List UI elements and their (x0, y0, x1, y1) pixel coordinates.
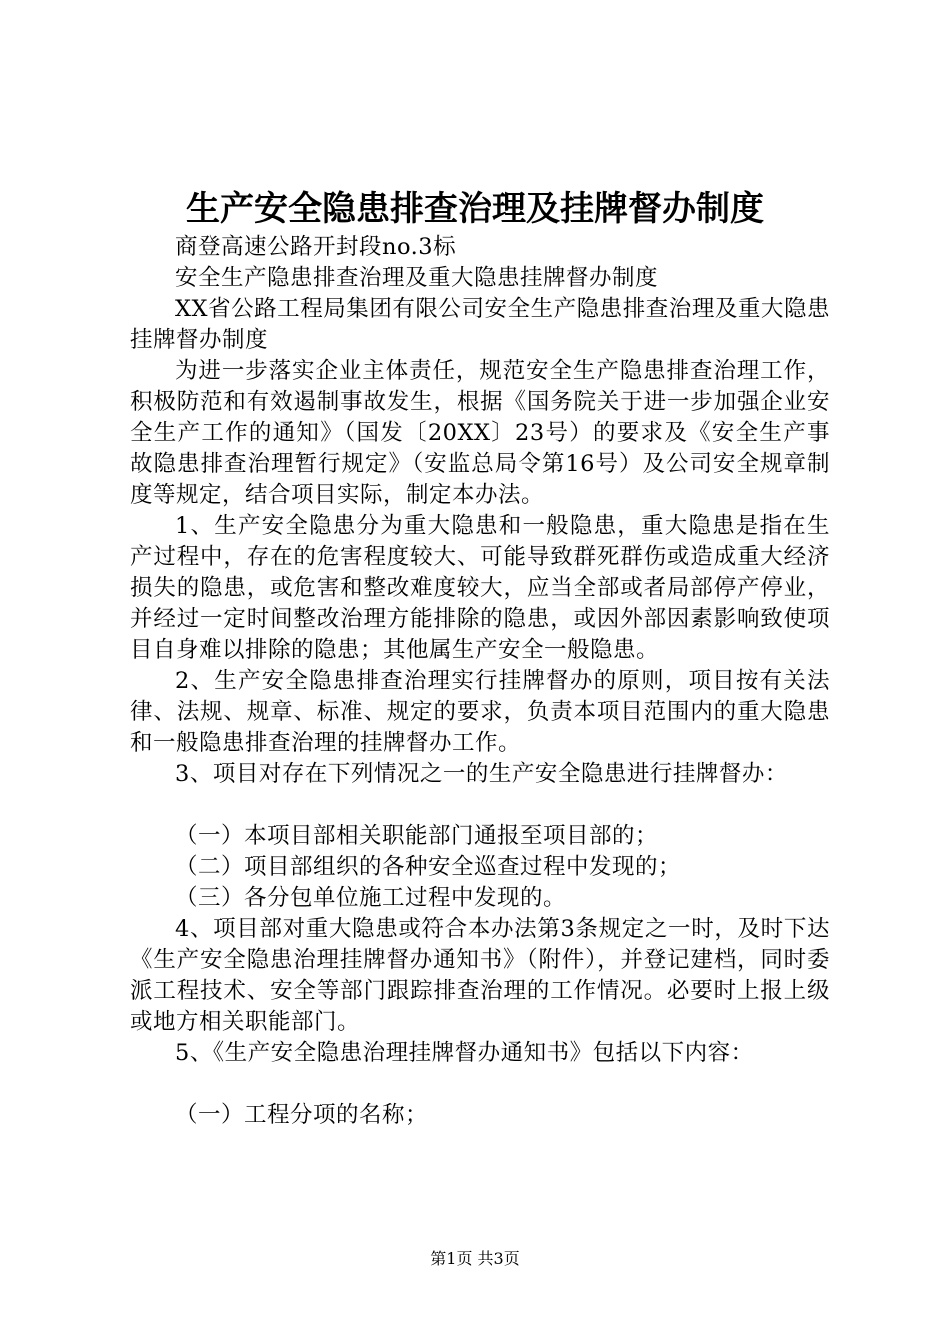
paragraph-item-2: 2、生产安全隐患排查治理实行挂牌督办的原则，项目按有关法律、法规、规章、标准、规定的要求，负责本项目范围内的重大隐患和一般隐患排查治理的挂牌督办工作。 (130, 668, 830, 756)
document-body (130, 232, 830, 1131)
document-title: 生产安全隐患排查治理及挂牌督办制度 (186, 189, 764, 229)
paragraph-intro: 为进一步落实企业主体责任，规范安全生产隐患排查治理工作，积极防范和有效遏制事故发生，根据《国务院关于进一步加强企业安全生产工作的通知》（国发〔20XX〕23号）的要求及《安全生产事故隐患排查治理暂行规定》（安监总局令第16号）及公司安全规章制度等规定，结合项目实际，制定本办法。 (130, 358, 830, 508)
paragraph-item-3: 3、项目对存在下列情况之一的生产安全隐患进行挂牌督办： (175, 761, 788, 787)
paragraph-subtitle: 安全生产隐患排查治理及重大隐患挂牌督办制度 (175, 265, 659, 291)
paragraph-company-title: XX省公路工程局集团有限公司安全生产隐患排查治理及重大隐患挂牌督办制度 (130, 296, 830, 353)
paragraph-subitem-5-1: （一）工程分项的名称； (175, 1102, 429, 1128)
page-footer: 第1页 共3页 (430, 1249, 520, 1268)
paragraph-item-5: 5、《生产安全隐患治理挂牌督办通知书》包括以下内容： (175, 1040, 754, 1066)
paragraph-item-1: 1、生产安全隐患分为重大隐患和一般隐患，重大隐患是指在生产过程中，存在的危害程度较大、可能导致群死群伤或造成重大经济损失的隐患，或危害和整改难度较大，应当全部或者局部停产停业，并经过一定时间整改治理方能排除的隐患，或因外部因素影响致使项目自身难以排除的隐患；其他属生产安全一般隐患。 (130, 513, 830, 663)
paragraph-subitem-1: （一）本项目部相关职能部门通报至项目部的； (175, 823, 659, 849)
paragraph-subitem-3: （三）各分包单位施工过程中发现的。 (175, 885, 567, 911)
paragraph-project-name: 商登高速公路开封段no.3标 (175, 234, 457, 260)
paragraph-item-4: 4、项目部对重大隐患或符合本办法第3条规定之一时，及时下达《生产安全隐患治理挂牌督办通知书》（附件），并登记建档，同时委派工程技术、安全等部门跟踪排查治理的工作情况。必要时上报上级或地方相关职能部门。 (130, 916, 830, 1035)
paragraph-subitem-2: （二）项目部组织的各种安全巡查过程中发现的； (175, 854, 682, 880)
